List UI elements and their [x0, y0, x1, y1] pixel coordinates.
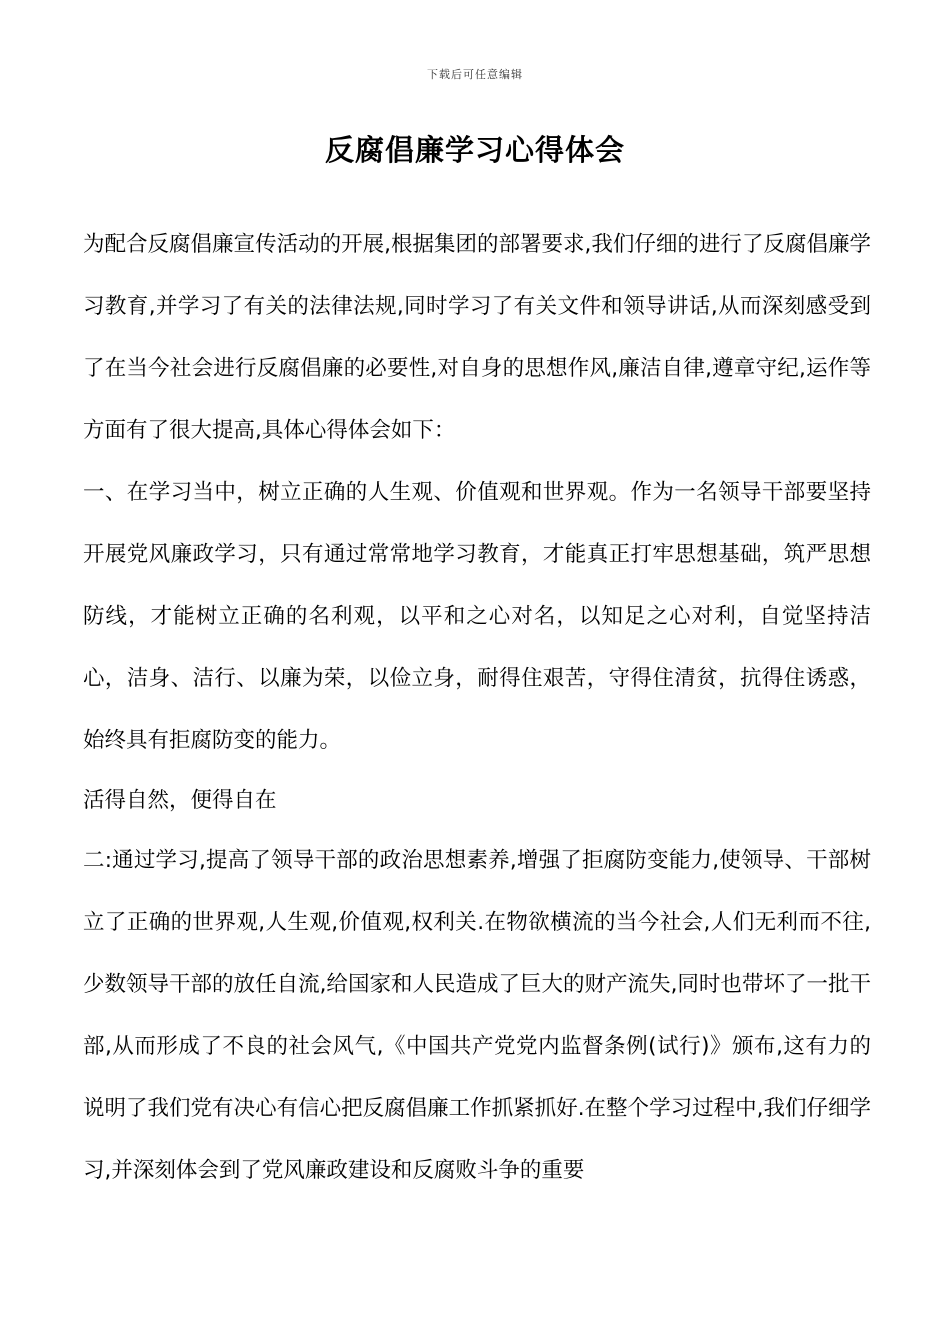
- paragraph-intro: 为配合反腐倡廉宣传活动的开展,根据集团的部署要求,我们仔细的进行了反腐倡廉学习教育,并学习了有关的法律法规,同时学习了有关文件和领导讲话,从而深刻感受到了在当今社会进行反腐倡廉的必要性,对自身的思想作风,廉洁自律,遵章守纪,运作等方面有了很大提高,具体心得体会如下：: [83, 232, 871, 443]
- paragraph-point-one: 一、在学习当中，树立正确的人生观、价值观和世界观。作为一名领导干部要坚持开展党风廉政学习，只有通过常常地学习教育，才能真正打牢思想基础，筑严思想防线，才能树立正确的名利观，以平和之心对名，以知足之心对利，自觉坚持洁心，洁身、洁行、以廉为荣，以俭立身，耐得住艰苦，守得住清贫，抗得住诱惑，始终具有拒腐防变的能力。: [83, 480, 871, 753]
- paragraph-motto: 活得自然，便得自在: [83, 788, 277, 813]
- document-body: [83, 214, 871, 1202]
- header-note: 下载后可任意编辑: [427, 68, 523, 81]
- paragraph-point-two: 二:通过学习,提高了领导干部的政治思想素养,增强了拒腐防变能力,使领导、干部树立了正确的世界观,人生观,价值观,权利关.在物欲横流的当今社会,人们无利而不往,少数领导干部的放任自流,给国家和人民造成了巨大的财产流失,同时也带坏了一批干部,从而形成了不良的社会风气,《中国共产党党内监督条例(试行)》颁布,这有力的说明了我们党有决心有信心把反腐倡廉工作抓紧抓好.在整个学习过程中,我们仔细学习,并深刻体会到了党风廉政建设和反腐败斗争的重要: [83, 848, 871, 1183]
- document-title: 反腐倡廉学习心得体会: [324, 133, 625, 167]
